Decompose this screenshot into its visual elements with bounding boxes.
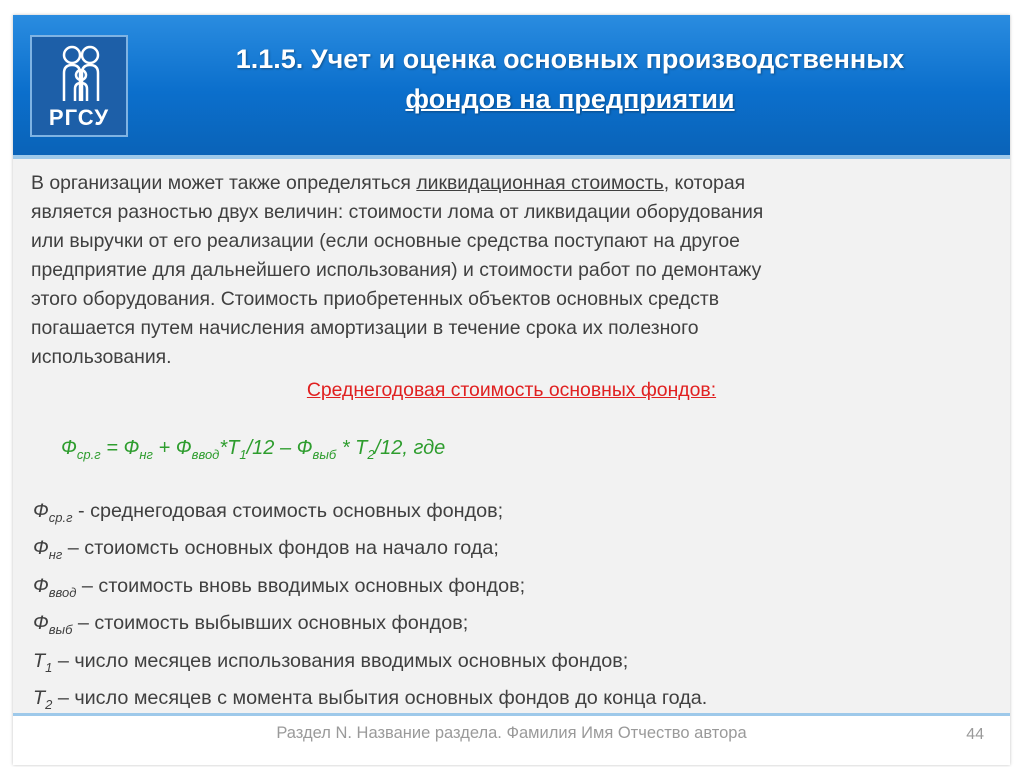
formula-sub: ввод [191, 447, 220, 462]
def-symbol: Ф [33, 500, 49, 522]
page-number: 44 [966, 726, 984, 743]
formula-part: + Ф [152, 437, 192, 459]
average-annual-heading: Среднегодовая стоимость основных фондов: [306, 379, 717, 401]
para-text: , которая [663, 172, 746, 194]
def-symbol: Т [33, 649, 46, 672]
para-line-6: погашается путем начисления амортизации в течение срока их полезного [31, 317, 699, 339]
def-subscript: 2 [45, 697, 53, 713]
def-text: – стоимость вновь вводимых основных фондов; [76, 574, 526, 597]
slide-title [135, 39, 1005, 119]
para-line-3: или выручки от его реализации (если основные средства поступают на другое [31, 230, 740, 252]
def-subscript: выб [48, 622, 73, 638]
average-annual-formula [61, 437, 445, 462]
para-line-1 [31, 169, 971, 198]
formula-part: * Т [336, 437, 368, 459]
definition-item [33, 646, 707, 683]
def-subscript: 1 [45, 659, 53, 675]
title-line-1: 1.1.5. Учет и оценка основных производственных [235, 44, 905, 74]
para-line-5: этого оборудования. Стоимость приобретенных объектов основных средств [31, 288, 720, 310]
formula-sub: выб [312, 447, 337, 462]
def-subscript: ввод [48, 584, 77, 600]
para-line-4: предприятие для дальнейшего использования) и стоимости работ по демонтажу [31, 259, 762, 281]
def-symbol: Ф [33, 612, 49, 635]
slide [13, 15, 1010, 765]
def-symbol: Ф [33, 537, 49, 560]
formula-sub: нг [139, 447, 153, 462]
def-subscript: ср.г [48, 509, 73, 525]
liquidation-value-term: ликвидационная стоимость [416, 172, 664, 194]
para-line-2: является разностью двух величин: стоимости лома от ликвидации оборудования [31, 201, 764, 223]
definition-item [33, 608, 707, 645]
def-text: – число месяцев использования вводимых основных фондов; [52, 649, 629, 672]
formula-sub: 1 [239, 447, 247, 462]
logo-text: РГСУ [48, 105, 110, 130]
formula-part: = Ф [100, 437, 140, 459]
definition-item [33, 533, 707, 570]
slide-header [13, 15, 1010, 155]
people-logo-icon [54, 45, 108, 103]
footer-text: Раздел N. Название раздела. Фамилия Имя Отчество автора [276, 724, 747, 742]
rgsu-logo [30, 35, 128, 137]
def-text: – стоиомсть основных фондов на начало года; [62, 537, 499, 560]
footer-divider [13, 713, 1010, 716]
slide-content [13, 159, 1010, 713]
def-text: – стоимость выбывших основных фондов; [72, 612, 469, 635]
formula-part: /12 – Ф [246, 437, 313, 459]
def-text: – число месяцев с момента выбытия основных фондов до конца года. [52, 687, 708, 710]
formula-sub: 2 [367, 447, 375, 462]
def-text: - среднегодовая стоимость основных фондов; [72, 500, 504, 522]
formula-part: Ф [61, 437, 77, 459]
definition-item [33, 571, 707, 608]
intro-paragraph [31, 169, 971, 372]
def-subscript: нг [48, 547, 63, 563]
formula-sub: ср.г [76, 447, 101, 462]
formula-part: /12, где [374, 437, 446, 459]
para-text: В организации может также определяться [31, 172, 417, 194]
def-symbol: Т [33, 687, 46, 710]
definitions-list [33, 496, 707, 721]
title-line-2: фондов на предприятии [405, 84, 735, 114]
para-line-7: использования. [31, 346, 172, 368]
definition-item [33, 496, 707, 533]
formula-part: *Т [219, 437, 240, 459]
def-symbol: Ф [33, 574, 49, 597]
